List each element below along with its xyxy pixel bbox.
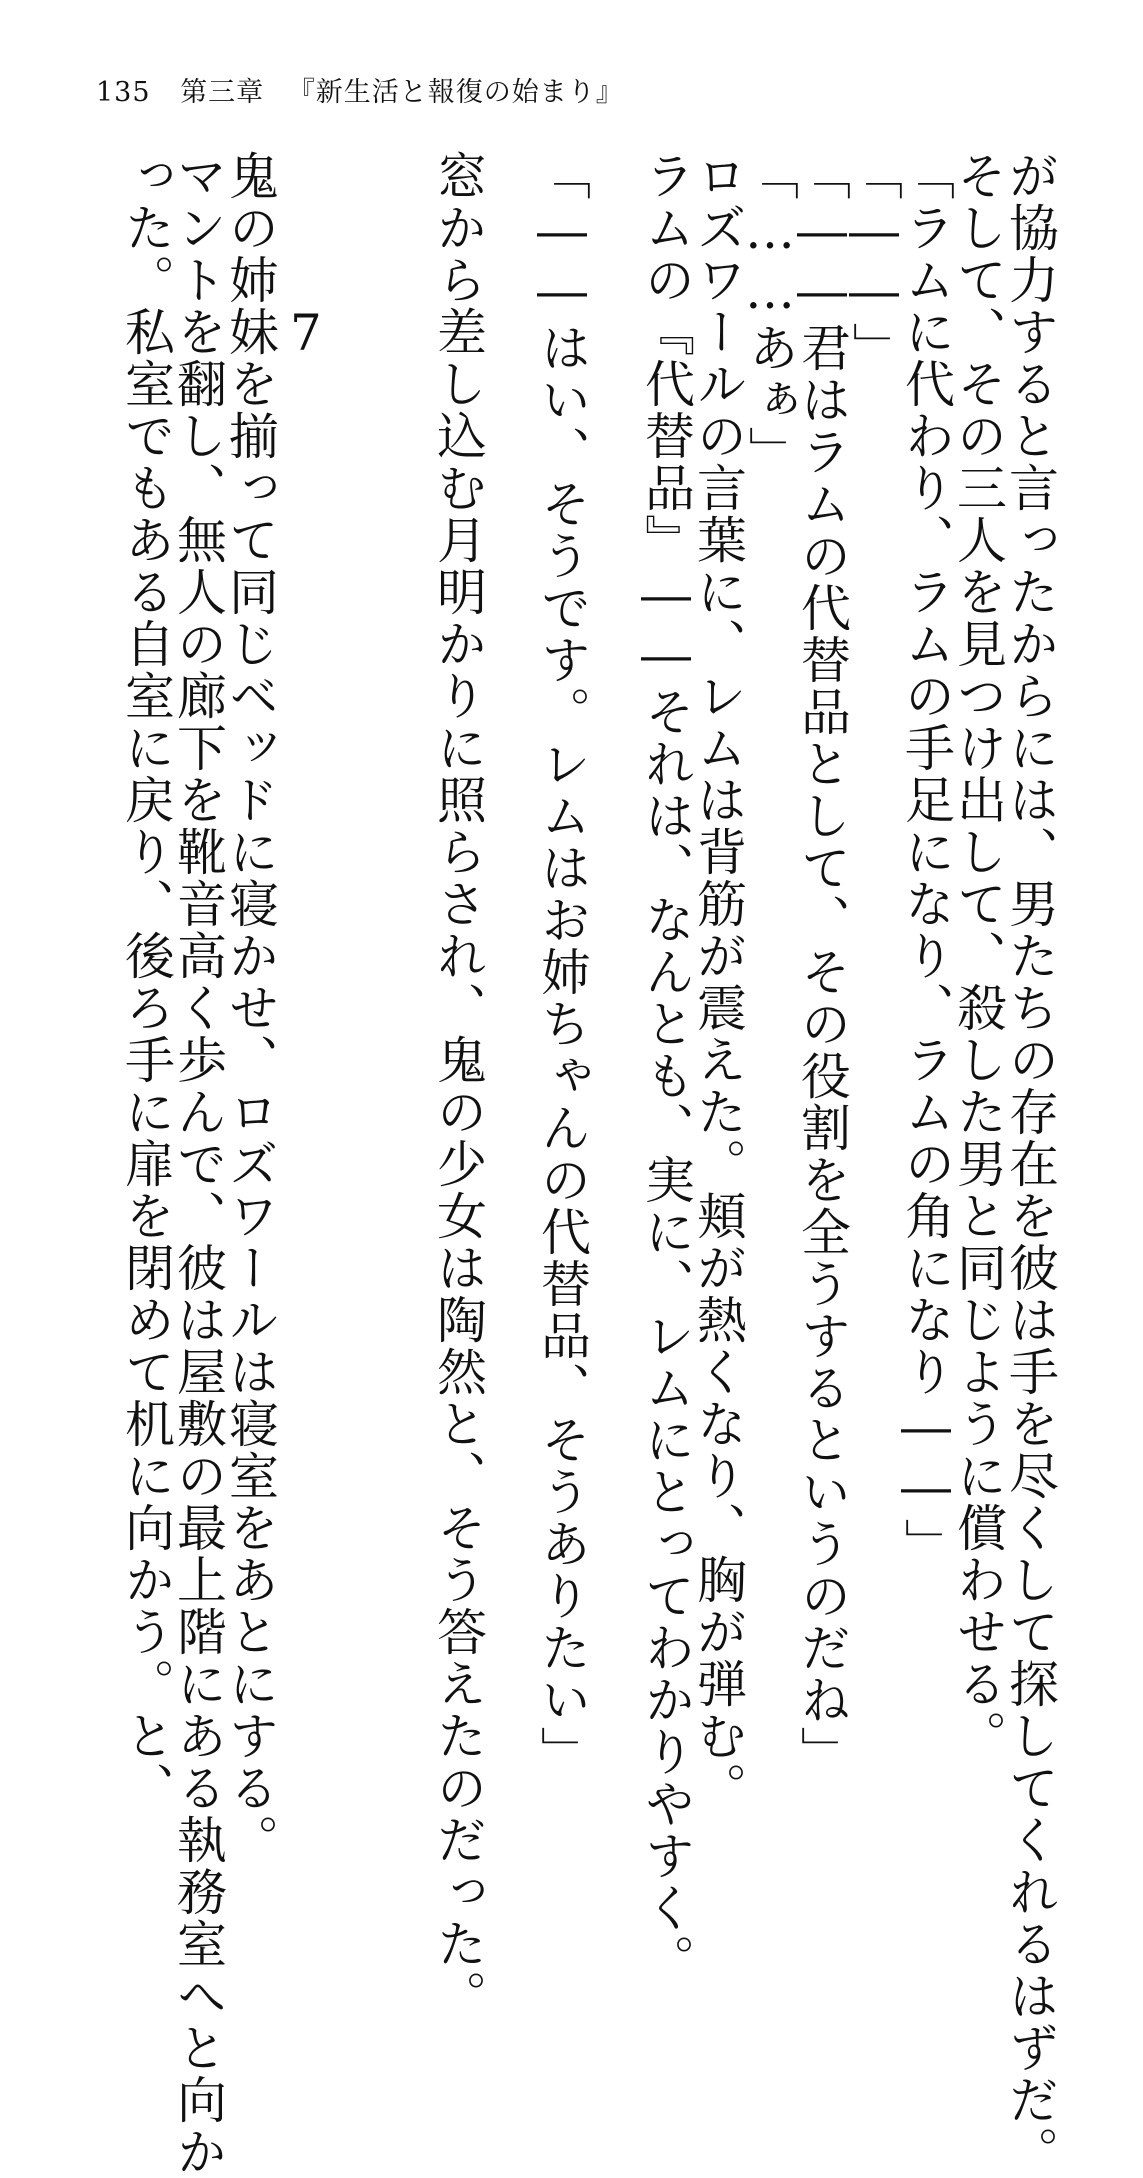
text-line: 鬼の姉妹を揃って同じベッドに寝かせ、ロズワールは寝室をあとにする。 — [221, 150, 279, 1866]
dialogue-line: 「――」 — [845, 150, 903, 374]
text-line: ラムの『代替品』――それは、なんとも、実に、レムにとってわかりやすく。 — [637, 150, 695, 1986]
dialogue-line: 「……あぁ」 — [741, 150, 799, 478]
dialogue-line: 「ラムに代わり、ラムの手足になり、ラムの角になり――」 — [897, 150, 955, 1570]
text-line: った。私室でもある自室に戻り、後ろ手に扉を閉めて机に向かう。と、 — [117, 150, 175, 1814]
dialogue-line: 「――君はラムの代替品として、その役割を全うするというのだね」 — [793, 150, 851, 1778]
page-number: 135 — [96, 77, 151, 108]
text-line: 窓から差し込む月明かりに照らされ、鬼の少女は陶然と、そう答えたのだった。 — [429, 150, 487, 2022]
chapter-number: 第三章 — [180, 77, 265, 108]
text-line: そして、その三人を見つけ出して、殺した男と同じように償わせる。 — [949, 150, 1007, 1762]
text-line: ロズワールの言葉に、レムは背筋が震えた。頬が熱くなり、胸が弾む。 — [689, 150, 747, 1814]
chapter-title: 『新生活と報復の始まり』 — [287, 77, 624, 108]
dialogue-line: 「――はい、そうです。レムはお姉ちゃんの代替品、そうありたい」 — [533, 150, 591, 1778]
text-line: マントを翻し、無人の廊下を靴音高く歩んで、彼は屋敷の最上階にある執務室へと向か — [169, 150, 227, 2178]
section-number: 7 — [290, 304, 322, 362]
text-line: が協力すると言ったからには、男たちの存在を彼は手を尽くして探してくれるはずだ。 — [1001, 150, 1059, 2178]
running-header — [96, 70, 624, 109]
